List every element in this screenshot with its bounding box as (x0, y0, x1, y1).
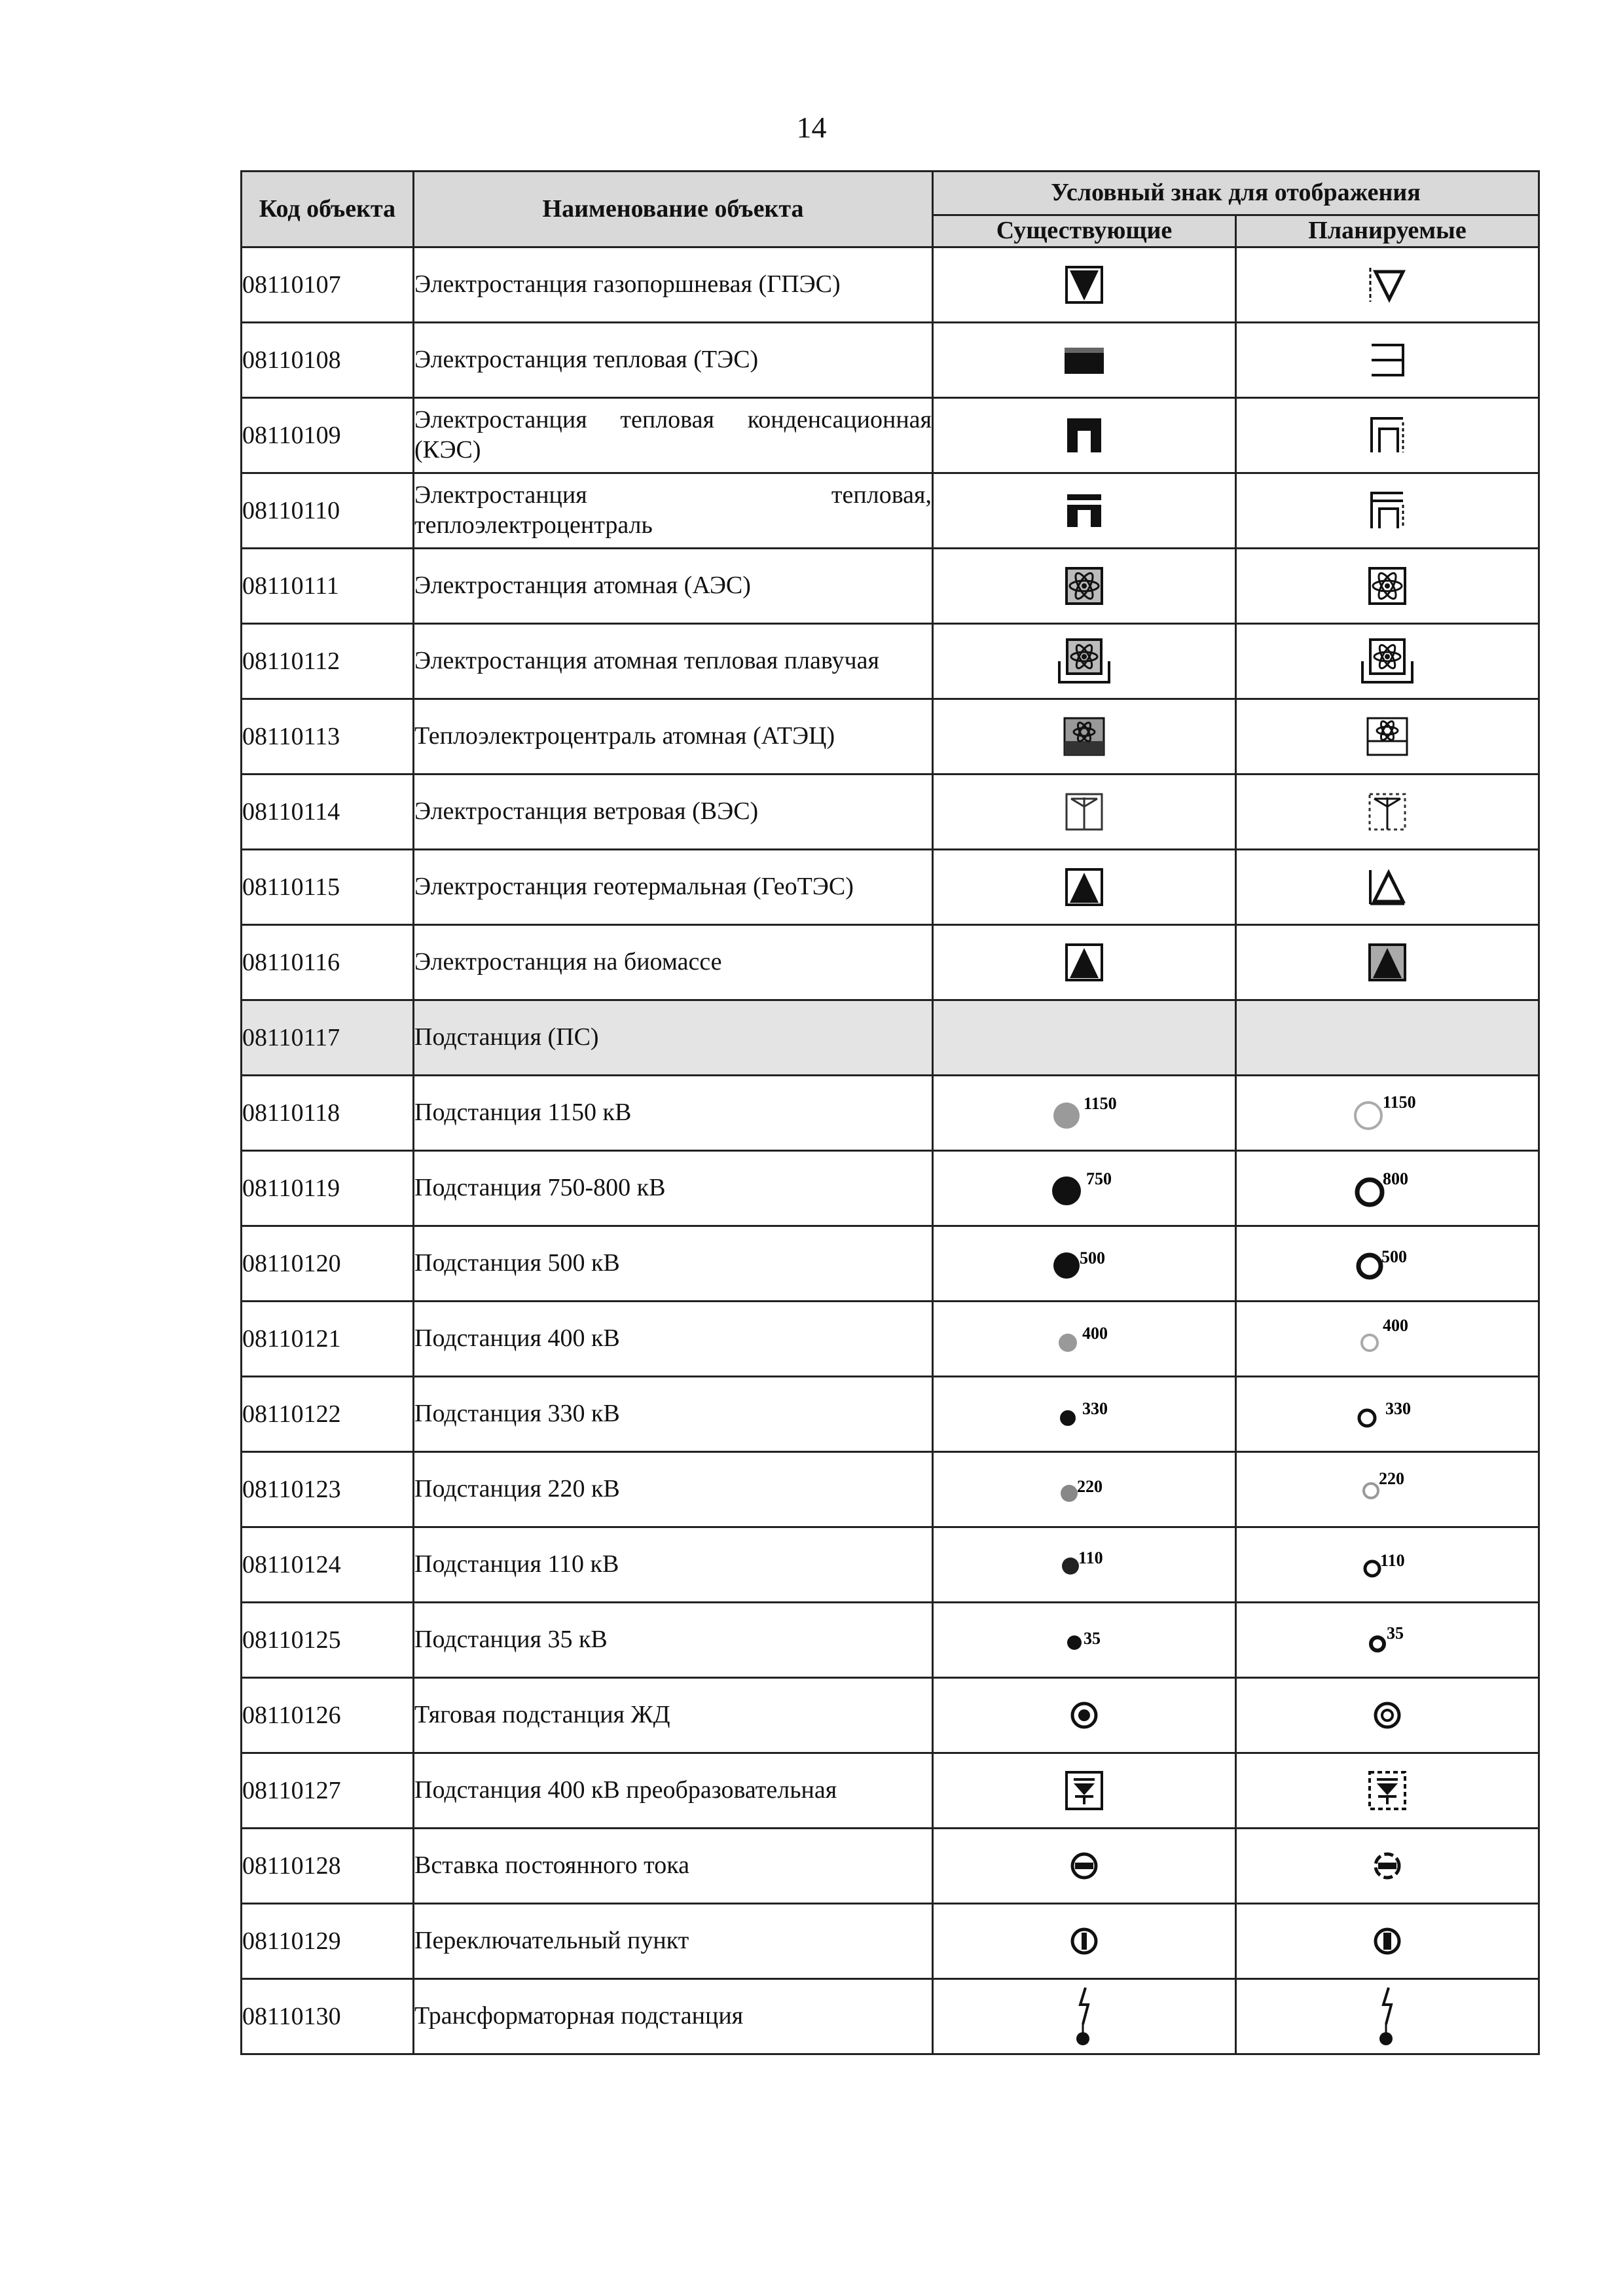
object-code: 08110113 (242, 699, 414, 774)
object-name: Подстанция 400 кВ преобразовательная (414, 1753, 933, 1829)
object-name: Подстанция 500 кВ (414, 1226, 933, 1302)
table-row (242, 1678, 1539, 1753)
substation-1150-planned-icon (1345, 1093, 1430, 1133)
voltage-label: 800 (1383, 1169, 1408, 1188)
object-code: 08110130 (242, 1979, 414, 2054)
voltage-label: 1150 (1084, 1094, 1117, 1113)
table-row (242, 323, 1539, 398)
object-code: 08110114 (242, 774, 414, 850)
page-number: 14 (796, 111, 827, 144)
object-code: 08110121 (242, 1302, 414, 1377)
table-row (242, 1603, 1539, 1678)
substation-110-existing-icon (1042, 1545, 1127, 1584)
object-code: 08110108 (242, 323, 414, 398)
header-symbol-group: Условный знак для отображения (933, 172, 1539, 215)
voltage-label: 500 (1080, 1248, 1105, 1267)
object-name: Электростанция на биомассе (414, 925, 933, 1000)
substation-750-existing-icon (1042, 1169, 1127, 1208)
object-name: Подстанция 110 кВ (414, 1527, 933, 1603)
object-name: Электростанция газопоршневая (ГПЭС) (414, 247, 933, 323)
table-row (242, 1302, 1539, 1377)
voltage-label: 110 (1078, 1548, 1103, 1567)
dc-link-planned-icon (1371, 1850, 1404, 1882)
voltage-label: 750 (1086, 1169, 1112, 1188)
object-name: Подстанция 1150 кВ (414, 1076, 933, 1151)
object-code: 08110129 (242, 1904, 414, 1979)
header-existing: Существующие (933, 215, 1236, 247)
traction-substation-existing-icon (1068, 1699, 1101, 1732)
floating-aes-existing-icon (1057, 638, 1112, 685)
object-code: 08110123 (242, 1452, 414, 1527)
object-code: 08110119 (242, 1151, 414, 1226)
table-row (242, 699, 1539, 774)
object-name: Электростанция ветровая (ВЭС) (414, 774, 933, 850)
substation-500-existing-icon (1042, 1244, 1127, 1283)
voltage-label: 220 (1379, 1469, 1404, 1488)
wind-existing-icon (1065, 792, 1104, 831)
substation-35-planned-icon (1345, 1620, 1430, 1660)
table-row (242, 1226, 1539, 1302)
kes-existing-icon (1065, 416, 1103, 454)
atec-planned-icon (1366, 716, 1409, 757)
object-name: Электростанция тепловая (ТЭС) (414, 323, 933, 398)
floating-aes-planned-icon (1360, 638, 1415, 685)
object-code: 08110116 (242, 925, 414, 1000)
object-name: Вставка постоянного тока (414, 1829, 933, 1904)
voltage-label: 110 (1380, 1551, 1405, 1570)
voltage-label: 220 (1077, 1477, 1103, 1496)
object-code: 08110117 (242, 1000, 414, 1076)
table-row (242, 1076, 1539, 1151)
object-name: Переключательный пункт (414, 1904, 933, 1979)
header-planned: Планируемые (1236, 215, 1539, 247)
object-code: 08110126 (242, 1678, 414, 1753)
substation-500-planned-icon (1345, 1244, 1430, 1283)
biomass-existing-icon (1065, 943, 1104, 982)
table-row (242, 549, 1539, 624)
substation-400-existing-icon (1042, 1319, 1127, 1358)
object-name: Электростанция тепловая, теплоэлектроцентраль (414, 473, 933, 549)
object-name: Электростанция тепловая конденсационная (КЭС) (414, 398, 933, 473)
tes-planned-icon (1368, 342, 1407, 378)
gpes-planned-icon (1368, 265, 1407, 304)
converter-substation-planned-icon (1368, 1770, 1407, 1811)
object-code: 08110122 (242, 1377, 414, 1452)
object-code: 08110118 (242, 1076, 414, 1151)
aes-planned-icon (1368, 566, 1407, 606)
table-row (242, 1527, 1539, 1603)
transformer-substation-planned-icon (1374, 1985, 1400, 2048)
voltage-label: 1150 (1383, 1093, 1416, 1112)
table-row (242, 1979, 1539, 2054)
table-row (242, 1000, 1539, 1076)
switching-point-existing-icon (1068, 1925, 1101, 1958)
voltage-label: 400 (1383, 1316, 1408, 1335)
table-row (242, 1829, 1539, 1904)
table-row (242, 1904, 1539, 1979)
voltage-label: 400 (1082, 1324, 1108, 1343)
tes-existing-icon (1063, 344, 1105, 376)
table-row (242, 624, 1539, 699)
table-row (242, 247, 1539, 323)
kes-planned-icon (1368, 416, 1407, 455)
object-code: 08110115 (242, 850, 414, 925)
header-code: Код объекта (242, 172, 414, 247)
object-name: Подстанция 330 кВ (414, 1377, 933, 1452)
object-code: 08110128 (242, 1829, 414, 1904)
object-name: Электростанция атомная тепловая плавучая (414, 624, 933, 699)
object-name: Подстанция 400 кВ (414, 1302, 933, 1377)
voltage-label: 35 (1387, 1624, 1404, 1643)
object-code: 08110125 (242, 1603, 414, 1678)
object-code: 08110127 (242, 1753, 414, 1829)
table-row (242, 473, 1539, 549)
substation-330-planned-icon (1345, 1394, 1430, 1434)
object-name: Электростанция атомная (АЭС) (414, 549, 933, 624)
table-row (242, 925, 1539, 1000)
substation-1150-existing-icon (1042, 1093, 1127, 1133)
table-row (242, 1377, 1539, 1452)
symbols-table (240, 170, 1540, 2055)
object-code: 08110107 (242, 247, 414, 323)
object-name: Подстанция (ПС) (414, 1000, 933, 1076)
table-row (242, 850, 1539, 925)
transformer-substation-existing-icon (1071, 1985, 1097, 2048)
dc-link-existing-icon (1068, 1850, 1101, 1882)
object-name: Теплоэлектроцентраль атомная (АТЭЦ) (414, 699, 933, 774)
gpes-existing-icon (1065, 265, 1104, 304)
object-name: Трансформаторная подстанция (414, 1979, 933, 2054)
wind-planned-icon (1368, 792, 1407, 831)
substation-400-planned-icon (1345, 1316, 1430, 1358)
object-code: 08110110 (242, 473, 414, 549)
traction-substation-planned-icon (1371, 1699, 1404, 1732)
voltage-label: 500 (1381, 1247, 1407, 1266)
substation-35-existing-icon (1042, 1620, 1127, 1660)
object-code: 08110120 (242, 1226, 414, 1302)
substation-220-existing-icon (1042, 1470, 1127, 1509)
object-name: Подстанция 220 кВ (414, 1452, 933, 1527)
object-code: 08110124 (242, 1527, 414, 1603)
table-row (242, 1151, 1539, 1226)
tec-existing-icon (1065, 492, 1103, 529)
object-name: Подстанция 35 кВ (414, 1603, 933, 1678)
table-row (242, 774, 1539, 850)
substation-330-existing-icon (1042, 1394, 1127, 1434)
substation-110-planned-icon (1345, 1545, 1430, 1584)
object-code: 08110109 (242, 398, 414, 473)
voltage-label: 330 (1082, 1399, 1108, 1418)
switching-point-planned-icon (1371, 1925, 1404, 1958)
atec-existing-icon (1063, 716, 1106, 757)
biomass-planned-icon (1368, 943, 1407, 982)
object-name: Подстанция 750-800 кВ (414, 1151, 933, 1226)
substation-220-planned-icon (1345, 1470, 1430, 1509)
geothermal-planned-icon (1368, 867, 1407, 907)
aes-existing-icon (1065, 566, 1104, 606)
geothermal-existing-icon (1065, 867, 1104, 907)
object-name: Тяговая подстанция ЖД (414, 1678, 933, 1753)
table-row (242, 1452, 1539, 1527)
table-row (242, 398, 1539, 473)
substation-800-planned-icon (1345, 1169, 1430, 1208)
table-row (242, 1753, 1539, 1829)
tec-planned-icon (1368, 490, 1407, 531)
header-name: Наименование объекта (414, 172, 933, 247)
object-code: 08110112 (242, 624, 414, 699)
voltage-label: 35 (1084, 1629, 1101, 1648)
object-name: Электростанция геотермальная (ГеоТЭС) (414, 850, 933, 925)
object-code: 08110111 (242, 549, 414, 624)
voltage-label: 330 (1385, 1399, 1411, 1418)
converter-substation-existing-icon (1065, 1770, 1104, 1811)
